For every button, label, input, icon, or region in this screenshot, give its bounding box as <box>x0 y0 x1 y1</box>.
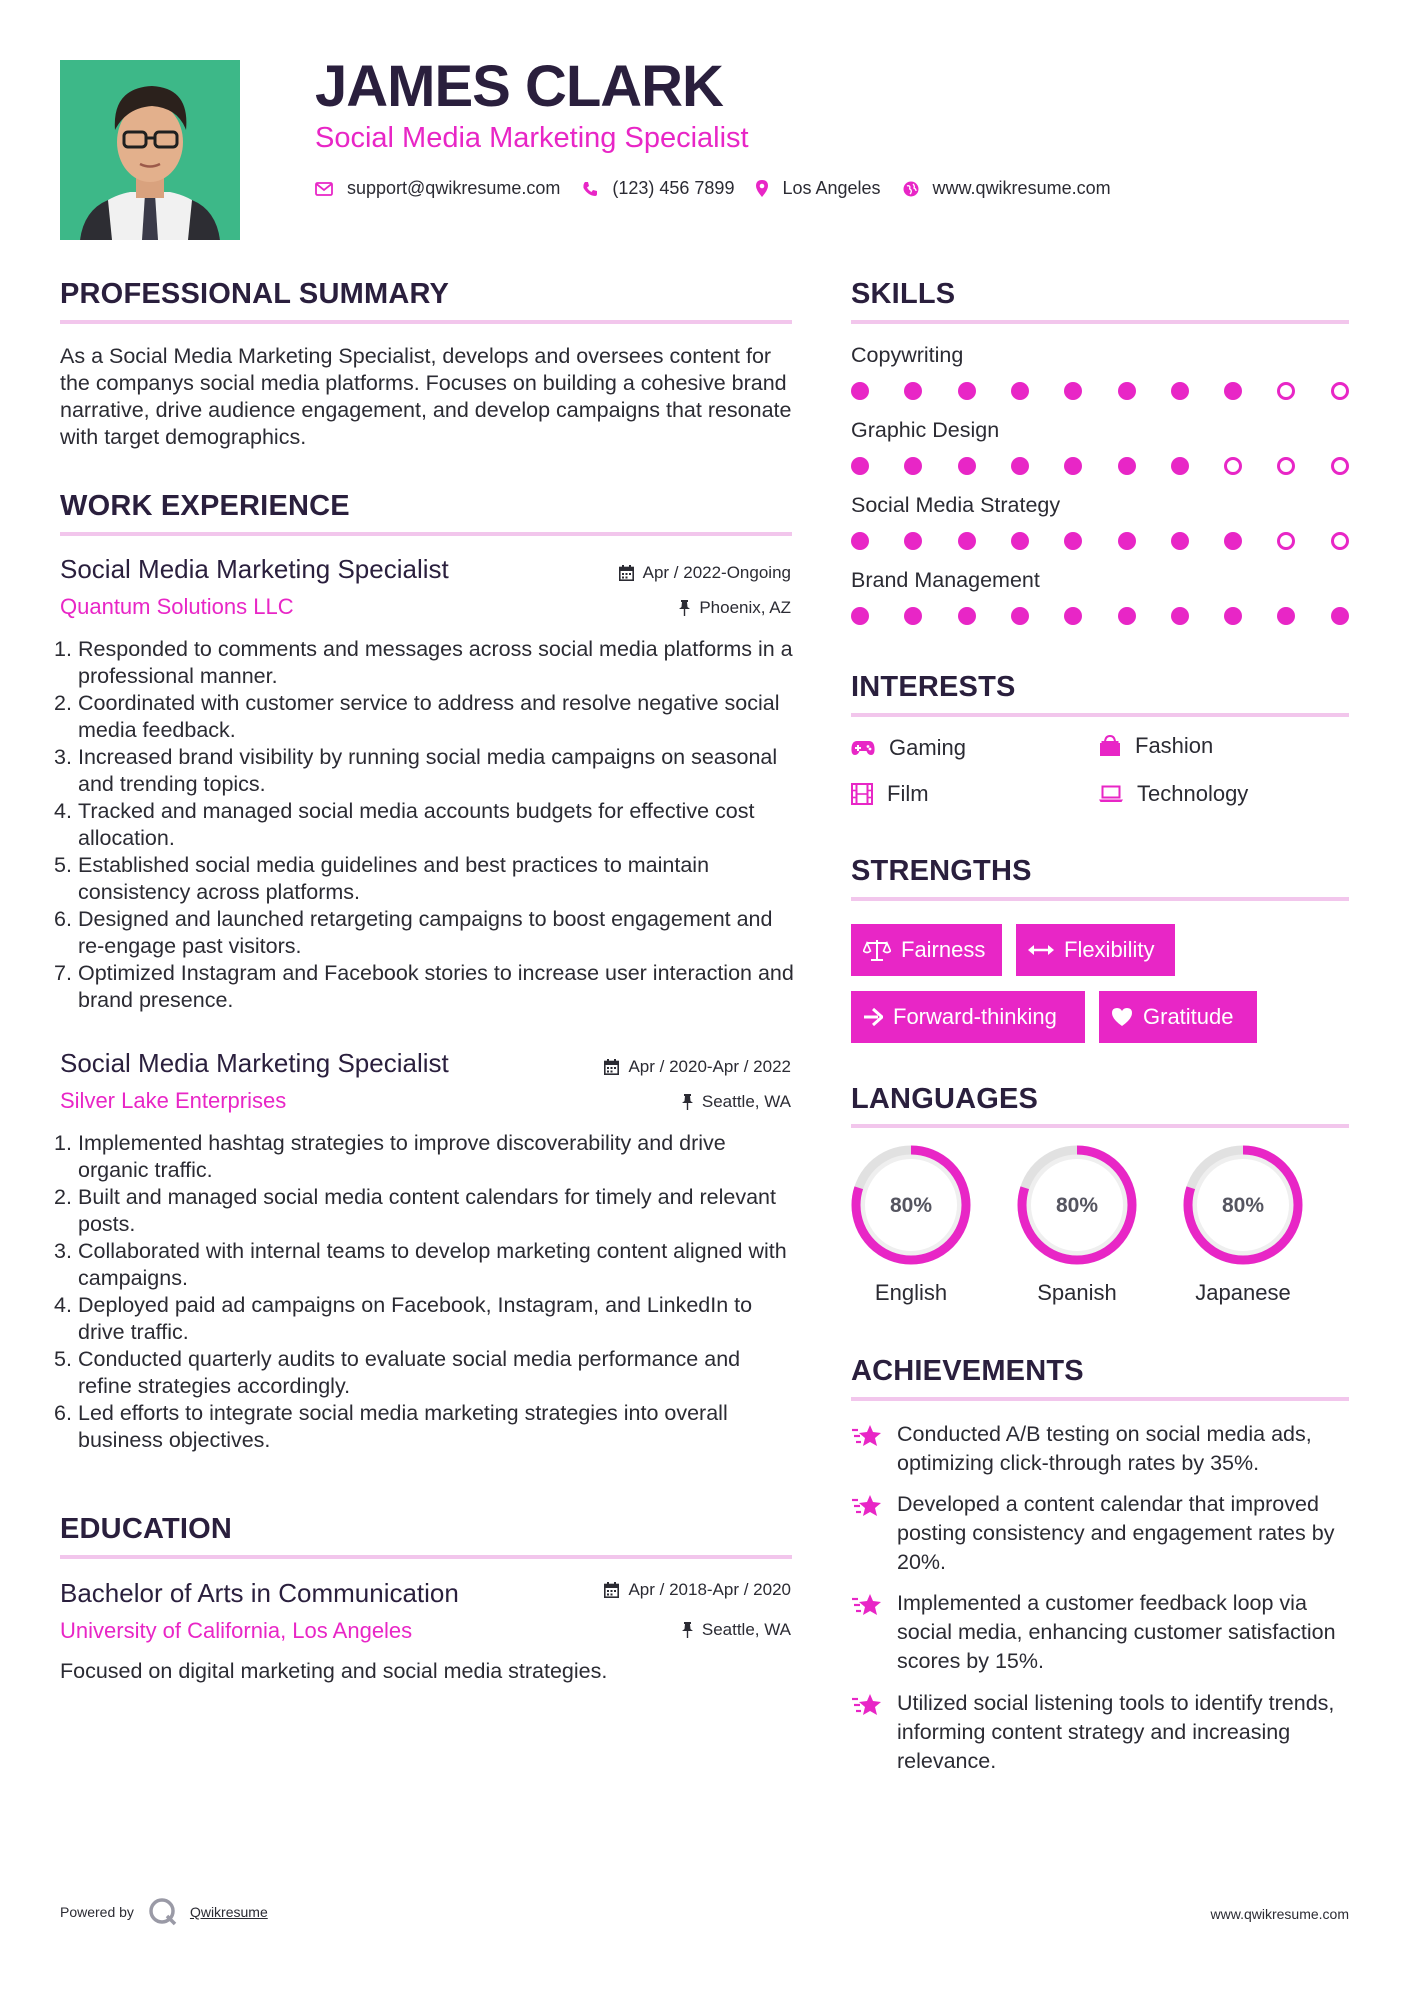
summary-divider <box>60 320 792 324</box>
skill-rating <box>851 607 1349 627</box>
list-item: 7. Optimized Instagram and Facebook stories to increase user interaction and brand presence. <box>54 961 794 1012</box>
list-item: 5. Conducted quarterly audits to evaluate social media performance and refine strategies accordingly. <box>54 1347 741 1398</box>
heart-icon <box>1111 1007 1133 1027</box>
job-dates-text: Apr / 2022-Ongoing <box>642 563 791 582</box>
skill-dot-filled <box>904 532 922 550</box>
skill-dot-empty <box>1277 382 1295 400</box>
pushpin-icon <box>679 600 690 616</box>
education-description: Focused on digital marketing and social media strategies. <box>60 1659 608 1683</box>
achievement-text: Implemented a customer feedback loop via social media, enhancing customer satisfaction scores by 15%. <box>897 1591 1336 1673</box>
language-name: Japanese <box>1195 1280 1291 1305</box>
education-dates <box>604 1581 791 1598</box>
map-marker-icon <box>756 180 768 197</box>
language-name: English <box>874 1280 948 1305</box>
candidate-name: JAMES CLARK <box>315 54 723 119</box>
list-item: 2. Coordinated with customer service to address and resolve negative social media feedback. <box>54 691 780 742</box>
skill-dot-filled <box>1011 532 1029 550</box>
skill-dot-filled <box>1118 532 1136 550</box>
skill-rating <box>851 532 1349 552</box>
list-item: 6. Designed and launched retargeting campaigns to boost engagement and re-engage past visitors. <box>54 907 773 958</box>
shopping-bag-icon <box>1099 735 1121 757</box>
skill-dot-empty <box>1277 532 1295 550</box>
calendar-icon <box>604 1059 619 1075</box>
skill-dot-filled <box>1118 607 1136 625</box>
skill-dot-filled <box>1171 457 1189 475</box>
degree-title: Bachelor of Arts in Communication <box>60 1578 459 1608</box>
star-burst-icon <box>851 1591 883 1619</box>
education-dates-text: Apr / 2018-Apr / 2020 <box>628 1580 791 1599</box>
skill-dot-empty <box>1331 457 1349 475</box>
skill-dot-filled <box>1224 532 1242 550</box>
skill-dot-filled <box>1224 607 1242 625</box>
strength-forward-thinking <box>851 991 1085 1043</box>
skill-dot-filled <box>1171 532 1189 550</box>
skill-dot-empty <box>1277 457 1295 475</box>
achievement-text: Developed a content calendar that improved posting consistency and engagement rates by 20%. <box>897 1492 1335 1574</box>
skill-dot-filled <box>958 457 976 475</box>
pushpin-icon <box>682 1094 693 1110</box>
list-item: 5. Established social media guidelines and best practices to maintain consistency across platforms. <box>54 853 710 904</box>
candidate-title: Social Media Marketing Specialist <box>315 122 749 154</box>
achievements-heading: ACHIEVEMENTS <box>851 1355 1084 1387</box>
skill-dot-filled <box>904 457 922 475</box>
skill-rating <box>851 457 1349 477</box>
achievement-text: Conducted A/B testing on social media ads, optimizing click-through rates by 35%. <box>897 1422 1312 1475</box>
profile-photo <box>60 60 240 240</box>
interests-divider <box>851 713 1349 717</box>
strength-label: Forward-thinking <box>893 1004 1057 1029</box>
list-item: 4. Deployed paid ad campaigns on Facebook, Instagram, and LinkedIn to drive traffic. <box>54 1293 753 1344</box>
contact-bar <box>315 178 1133 199</box>
calendar-icon <box>604 1582 619 1598</box>
achievement-item <box>851 1689 1349 1776</box>
skill-dot-filled <box>1171 607 1189 625</box>
skill-dot-filled <box>1171 382 1189 400</box>
job-dates-text: Apr / 2020-Apr / 2022 <box>628 1057 791 1076</box>
strength-flexibility <box>1016 924 1175 976</box>
gamepad-icon <box>851 740 875 756</box>
skill-dot-filled <box>1011 607 1029 625</box>
skill-dot-filled <box>851 382 869 400</box>
gauge-percent-label: 80% <box>1055 1194 1099 1217</box>
strength-label: Gratitude <box>1143 1004 1234 1029</box>
contact-email[interactable] <box>315 178 560 199</box>
contact-phone[interactable] <box>582 178 734 199</box>
skill-dot-filled <box>904 607 922 625</box>
strengths-heading: STRENGTHS <box>851 855 1032 887</box>
interest-label: Film <box>887 781 929 806</box>
star-burst-icon <box>851 1422 883 1450</box>
footer-powered-by <box>60 1897 268 1927</box>
skill-dot-filled <box>1011 382 1029 400</box>
school-name: University of California, Los Angeles <box>60 1618 413 1643</box>
interest-label: Fashion <box>1135 733 1214 758</box>
education-heading: EDUCATION <box>60 1513 233 1545</box>
strength-label: Flexibility <box>1064 937 1155 962</box>
list-item: 3. Increased brand visibility by running social media campaigns on seasonal and trending topics. <box>54 745 778 796</box>
languages-divider <box>851 1124 1349 1128</box>
contact-location-text: Los Angeles <box>782 178 881 198</box>
list-item: 2. Built and managed social media content calendars for timely and relevant posts. <box>54 1185 776 1236</box>
star-burst-icon <box>851 1691 883 1719</box>
contact-website[interactable] <box>903 178 1111 199</box>
strength-fairness <box>851 924 1002 976</box>
job-company: Silver Lake Enterprises <box>60 1088 287 1113</box>
arrows-horizontal-icon <box>1028 943 1054 957</box>
language-gauge <box>1178 1140 1308 1270</box>
list-item: 3. Collaborated with internal teams to develop marketing content aligned with campaigns. <box>54 1239 787 1290</box>
envelope-icon <box>315 182 333 196</box>
skill-dot-filled <box>851 457 869 475</box>
phone-icon <box>582 181 598 197</box>
list-item: 4. Tracked and managed social media accounts budgets for effective cost allocation. <box>54 799 755 850</box>
achievements-divider <box>851 1397 1349 1401</box>
footer-website[interactable]: www.qwikresume.com <box>1210 1906 1349 1922</box>
achievement-item <box>851 1490 1349 1577</box>
globe-icon <box>903 181 919 197</box>
job-dates <box>619 564 791 581</box>
interests-heading: INTERESTS <box>851 671 1016 703</box>
skills-divider <box>851 320 1349 324</box>
summary-text: As a Social Media Marketing Specialist, develops and oversees content for the companys social media platforms. Focuses on building a cohesive brand narrative, drive audience engagement, and develop campaigns that resonate with target demographics. <box>60 344 792 449</box>
list-item: 6. Led efforts to integrate social media marketing strategies into overall business objectives. <box>54 1401 728 1452</box>
balance-scale-icon <box>863 939 891 961</box>
interest-film <box>851 783 929 805</box>
skill-dot-filled <box>1277 607 1295 625</box>
skill-dot-filled <box>1224 382 1242 400</box>
skill-name: Copywriting <box>851 343 964 367</box>
calendar-icon <box>619 565 634 581</box>
film-icon <box>851 783 873 805</box>
skill-dot-empty <box>1331 382 1349 400</box>
experience-divider <box>60 532 792 536</box>
skill-dot-filled <box>958 607 976 625</box>
job-location-text: Seattle, WA <box>701 1092 791 1111</box>
job-dates <box>604 1058 791 1075</box>
job-bullets <box>54 1130 799 1454</box>
skill-name: Brand Management <box>851 568 1040 592</box>
contact-website-text: www.qwikresume.com <box>932 178 1111 198</box>
skill-dot-filled <box>851 532 869 550</box>
contact-email-text: support@qwikresume.com <box>347 178 561 198</box>
skill-name: Social Media Strategy <box>851 493 1061 517</box>
skills-heading: SKILLS <box>851 278 956 310</box>
interest-gaming <box>851 737 966 759</box>
skill-dot-filled <box>1118 382 1136 400</box>
star-burst-icon <box>851 1492 883 1520</box>
list-item: 1. Implemented hashtag strategies to improve discoverability and drive organic traffic. <box>54 1131 726 1182</box>
skill-dot-filled <box>851 607 869 625</box>
education-divider <box>60 1555 792 1559</box>
skill-rating <box>851 382 1349 402</box>
skill-dot-filled <box>1064 607 1082 625</box>
languages-heading: LANGUAGES <box>851 1083 1039 1115</box>
job-company: Quantum Solutions LLC <box>60 594 294 619</box>
language-name: Spanish <box>1037 1280 1117 1305</box>
footer-brand-link[interactable]: Qwikresume <box>189 1904 268 1920</box>
achievement-item <box>851 1420 1349 1478</box>
education-location-text: Seattle, WA <box>701 1620 791 1639</box>
list-item: 1. Responded to comments and messages across social media platforms in a professional manner. <box>54 637 793 688</box>
experience-heading: WORK EXPERIENCE <box>60 490 350 522</box>
skill-dot-filled <box>1064 382 1082 400</box>
skill-dot-empty <box>1331 532 1349 550</box>
skill-dot-empty <box>1224 457 1242 475</box>
language-gauge <box>1012 1140 1142 1270</box>
interest-fashion <box>1099 735 1213 757</box>
summary-heading: PROFESSIONAL SUMMARY <box>60 278 450 310</box>
skill-dot-filled <box>1011 457 1029 475</box>
arrow-right-icon <box>863 1008 883 1026</box>
job-location <box>679 599 791 616</box>
job-title: Social Media Marketing Specialist <box>60 1048 449 1078</box>
skill-dot-filled <box>1064 532 1082 550</box>
contact-location <box>756 178 880 199</box>
skill-dot-filled <box>958 382 976 400</box>
strength-gratitude <box>1099 991 1257 1043</box>
gauge-percent-label: 80% <box>889 1194 933 1217</box>
job-bullets <box>54 636 799 1014</box>
language-gauge <box>846 1140 976 1270</box>
strength-label: Fairness <box>901 937 986 962</box>
achievement-text: Utilized social listening tools to identify trends, informing content strategy and increasing relevance. <box>897 1691 1335 1773</box>
job-location-text: Phoenix, AZ <box>699 598 791 617</box>
interest-technology <box>1099 783 1248 805</box>
achievement-item <box>851 1589 1349 1676</box>
skill-name: Graphic Design <box>851 418 1000 442</box>
powered-by-text: Powered by <box>60 1904 134 1920</box>
laptop-icon <box>1099 785 1123 803</box>
skill-dot-filled <box>1331 607 1349 625</box>
education-location <box>682 1621 791 1638</box>
pushpin-icon <box>682 1622 693 1638</box>
job-title: Social Media Marketing Specialist <box>60 554 449 584</box>
skill-dot-filled <box>1118 457 1136 475</box>
contact-phone-text: (123) 456 7899 <box>612 178 735 198</box>
skill-dot-filled <box>904 382 922 400</box>
skill-dot-filled <box>958 532 976 550</box>
gauge-percent-label: 80% <box>1221 1194 1265 1217</box>
skill-dot-filled <box>1064 457 1082 475</box>
job-location <box>682 1093 791 1110</box>
strengths-divider <box>851 897 1349 901</box>
interest-label: Gaming <box>889 735 967 760</box>
qwikresume-logo-icon <box>148 1897 178 1927</box>
interest-label: Technology <box>1137 781 1249 806</box>
